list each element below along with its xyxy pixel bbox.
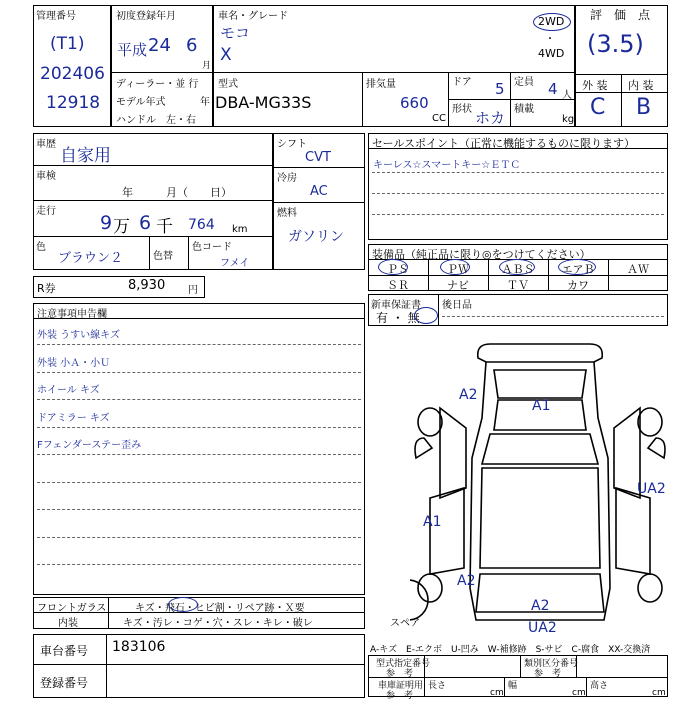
warranty-value: 有 ・ 無 [376, 311, 420, 325]
car-name: モコ [220, 24, 251, 42]
repaint-label: 色替 [153, 251, 173, 262]
notes-label: 注意事項申告欄 [37, 309, 107, 320]
shape: ホカ [475, 109, 506, 127]
equip-abs: ＡＢＳ [501, 263, 535, 276]
recycle-unit: 円 [188, 285, 198, 296]
equip-pw: ＰＷ [447, 263, 469, 276]
height-label: 高さ [590, 681, 609, 691]
door-label: ドア [452, 77, 472, 88]
exterior-label: 外 装 [582, 79, 608, 92]
equipment-label: 装備品（純正品に限り◎をつけてください） [372, 248, 591, 261]
sales-points-label: セールスポイント（正常に機能するものに限ります） [372, 137, 636, 150]
equip-navi: ナビ [447, 279, 469, 292]
capacity-label: 定員 [514, 77, 534, 88]
circle-abs [499, 259, 535, 275]
interior-label: 内 装 [628, 79, 654, 92]
length-unit: cm [490, 688, 504, 698]
warranty-circle [414, 307, 438, 324]
cert-ref: 参 考 [386, 691, 414, 701]
mark-ua2-front: UA2 [528, 620, 557, 636]
sales-points-value: キーレス☆スマートキー☆ＥＴＣ [373, 160, 521, 171]
note-5: Fフェンダーステー歪み [37, 440, 142, 451]
width-unit: cm [572, 688, 586, 698]
dealer-label: ディーラー・並 行 [116, 79, 199, 90]
note-1: 外装 うすい線キズ [37, 330, 120, 341]
man-unit: 万 [113, 217, 130, 237]
mark-a2-top-left: A2 [459, 387, 478, 403]
shape-label: 形状 [452, 104, 472, 115]
car-name-label: 車名・グレード [218, 11, 288, 22]
recycle-label: R券 [37, 282, 56, 295]
spare-label: スペア [390, 618, 420, 629]
model-type-label: 型式 [218, 79, 238, 90]
drive-dot: ・ [545, 34, 555, 45]
mgmt-label: 管理番号 [36, 11, 76, 22]
kg-unit: kg [562, 114, 575, 125]
model-type: DBA-MG33S [215, 93, 312, 112]
interior-options: キズ・汚レ・コゲ・穴・スレ・キレ・破レ [123, 618, 313, 629]
shift-label: シフト [277, 139, 307, 150]
drive-2wd: 2WD [538, 15, 565, 28]
class-label: 類別区分番号 [524, 659, 579, 669]
height-unit: cm [652, 688, 666, 698]
rating: (3.5) [587, 30, 644, 58]
capacity: 4 [548, 80, 558, 98]
mileage-sen: 6 [139, 212, 152, 234]
type-designation-ref: 参 考 [386, 669, 414, 679]
fuel: ガソリン [288, 229, 344, 245]
reg-label: 登録番号 [40, 676, 89, 690]
note-4: ドアミラー キズ [37, 413, 110, 424]
front-glass-label: フロントガラス [37, 603, 107, 614]
displacement: 660 [400, 94, 429, 112]
model-year-unit: 年 [200, 97, 210, 108]
color-code: フメイ [220, 258, 250, 269]
ac-label: 冷房 [277, 173, 297, 184]
warranty-label: 新車保証書 [371, 300, 421, 311]
equip-airbag: エアＢ [561, 263, 595, 276]
type-designation-label: 型式指定番号 [376, 659, 431, 669]
after-label: 後日品 [442, 300, 472, 311]
cc-unit: CC [432, 113, 446, 124]
mileage-rest: 764 [188, 217, 215, 233]
circle-airbag [558, 259, 596, 275]
equip-aw: ＡＷ [627, 263, 649, 276]
history-label: 車歴 [36, 139, 56, 150]
chassis-value: 183106 [112, 639, 166, 655]
recycle-box [33, 276, 205, 298]
shift: CVT [305, 150, 331, 165]
inspection-fields: 年 月（ 日） [122, 186, 232, 199]
exterior-grade: C [590, 95, 606, 120]
mgmt-value-1: (T1) [50, 34, 85, 54]
km-unit: km [232, 224, 248, 235]
mark-ua2-right: UA2 [637, 481, 666, 497]
equip-leather: カワ [567, 279, 589, 292]
grade: X [220, 45, 232, 65]
equip-sr: ＳＲ [387, 279, 409, 292]
recycle-value: 8,930 [128, 278, 166, 293]
front-glass-options: キズ・飛石・ヒビ割・リペア跡・Ｘ要 [135, 603, 305, 614]
mark-a1-left: A1 [423, 514, 442, 530]
cert-label: 車庫証明用 [378, 681, 424, 691]
era: 平成 [117, 41, 148, 59]
first-reg-label: 初度登録年月 [116, 11, 176, 22]
mark-a2-front: A2 [531, 598, 550, 614]
chassis-label: 車台番号 [40, 644, 89, 658]
circle-ps [378, 259, 408, 275]
equip-tv: ＴＶ [507, 279, 529, 292]
mgmt-value-3: 12918 [46, 93, 101, 113]
interior-label-2: 内装 [58, 618, 78, 629]
first-reg-box [111, 5, 213, 127]
color: ブラウン２ [58, 251, 124, 266]
class-ref: 参 考 [534, 669, 562, 679]
history-value: 自家用 [60, 146, 111, 166]
mileage-man: 9 [100, 212, 113, 234]
model-year-label: モデル年式 [116, 97, 166, 108]
reg-year: 24 [148, 35, 171, 56]
fuel-label: 燃料 [277, 208, 297, 219]
width-label: 幅 [508, 681, 518, 691]
rating-label: 評 価 点 [590, 8, 651, 22]
capacity-unit: 人 [562, 90, 572, 101]
color-code-label: 色コード [192, 242, 232, 253]
reg-month: 6 [186, 35, 198, 56]
mark-a2-front-left: A2 [457, 573, 476, 589]
load-label: 積載 [514, 104, 534, 115]
mark-a1-roof: A1 [532, 398, 551, 414]
inspection-label: 車検 [36, 171, 56, 182]
note-3: ホイール キズ [37, 385, 100, 396]
stone-chip-circle [168, 597, 198, 612]
displacement-label: 排気量 [366, 79, 396, 90]
month-unit: 月 [202, 61, 212, 71]
equip-ps: ＰＳ [387, 263, 409, 276]
doors: 5 [495, 80, 505, 98]
ac: AC [310, 184, 328, 199]
handle-label: ハンドル 左・右 [116, 115, 196, 126]
damage-legend: A-キズ E-エクボ U-凹み W-補修跡 S-サビ C-腐食 XX-交換済 [370, 645, 651, 655]
color-label: 色 [36, 242, 46, 253]
mileage-label: 走行 [36, 206, 56, 217]
note-2: 外装 小Ａ・小Ｕ [37, 358, 111, 369]
drive-4wd: 4WD [538, 47, 565, 60]
circle-pw [440, 259, 470, 275]
sen-unit: 千 [156, 217, 173, 237]
length-label: 長さ [428, 681, 447, 691]
interior-grade: B [636, 95, 652, 120]
mgmt-value-2: 202406 [40, 64, 105, 84]
